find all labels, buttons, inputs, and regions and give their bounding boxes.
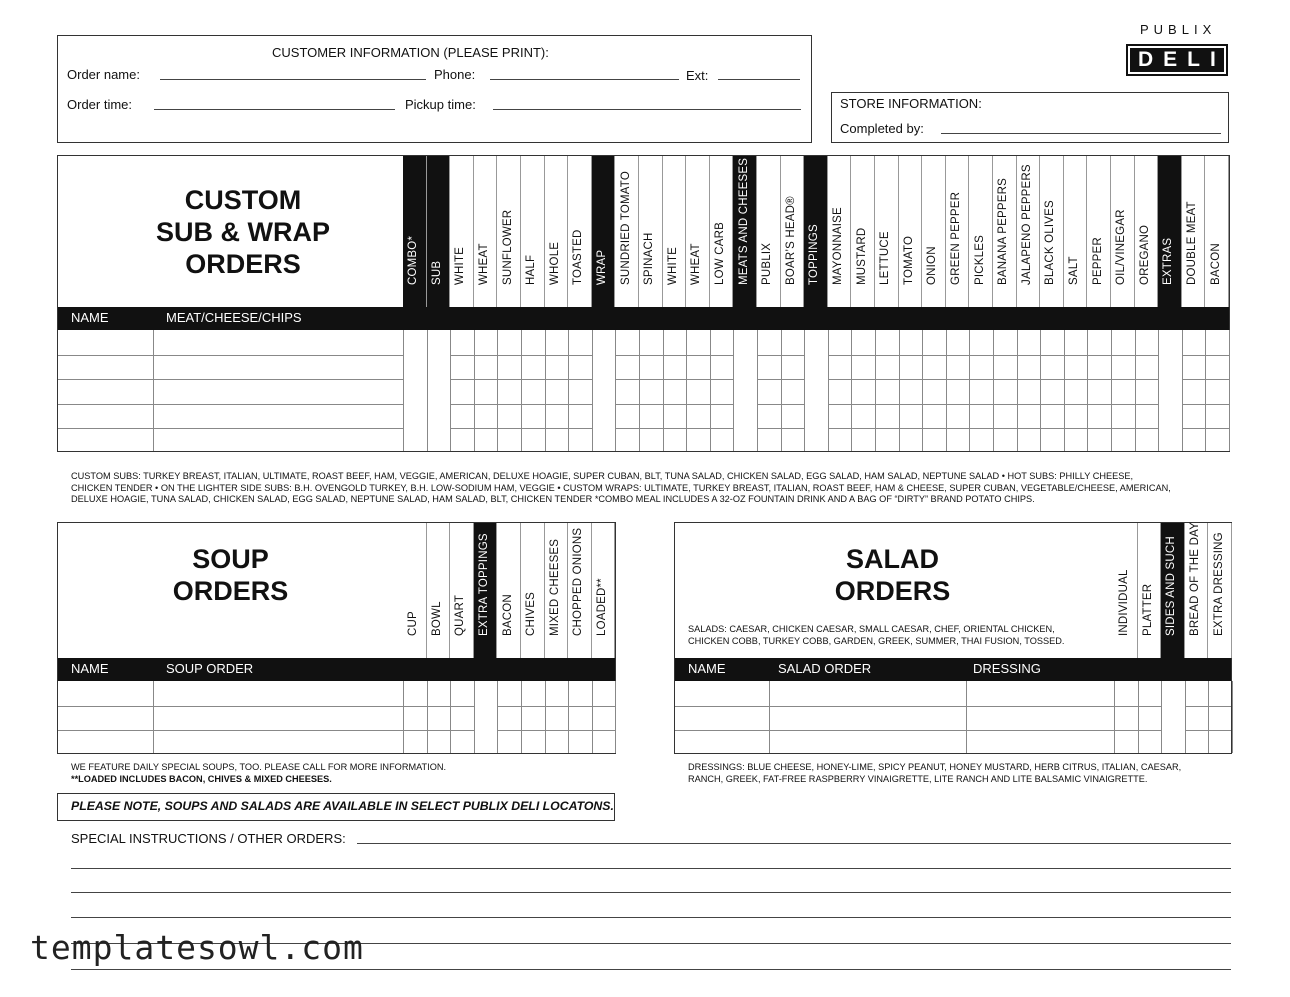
- grid-col-line: [427, 681, 428, 753]
- soup-note-line: **LOADED INCLUDES BACON, CHIVES & MIXED CHEESES.: [71, 773, 332, 784]
- customer-info-box: [57, 35, 812, 143]
- sub-col-header: [639, 156, 663, 307]
- grid-row-line: [675, 730, 1231, 731]
- store-info-title: STORE INFORMATION:: [840, 96, 982, 111]
- soup-header-columns: [403, 523, 615, 658]
- sub-col-label: DOUBLE MEAT: [1186, 201, 1199, 285]
- grid-col-line: [450, 681, 451, 753]
- sub-col-label: BACON: [1209, 243, 1222, 285]
- salad-col-header: [1208, 523, 1232, 658]
- sub-col-header: [851, 156, 875, 307]
- special-line[interactable]: [357, 843, 1231, 844]
- sub-col-label: EXTRAS: [1162, 237, 1175, 285]
- blank-column: [592, 330, 616, 451]
- store-info-box: [831, 92, 1229, 143]
- sub-col-header: [1205, 156, 1229, 307]
- grid-col-line: [568, 681, 569, 753]
- grid-col-line: [969, 330, 970, 451]
- soup-title-line: SOUP: [192, 544, 269, 574]
- grid-col-line: [1017, 330, 1018, 451]
- salad-col-label: SIDES AND SUCH: [1165, 536, 1178, 636]
- salad-col-label: BREAD OF THE DAY: [1189, 522, 1202, 636]
- special-line[interactable]: [71, 892, 1231, 893]
- watermark: templatesowl.com: [30, 928, 364, 967]
- grid-col-line: [1229, 330, 1230, 451]
- sub-col-header: [804, 156, 828, 307]
- grid-col-line: [450, 330, 451, 451]
- sub-entry-grid[interactable]: [58, 330, 1229, 451]
- sub-col-header: [899, 156, 923, 307]
- soup-col-header: [403, 523, 427, 658]
- grid-col-line: [781, 330, 782, 451]
- grid-col-line: [403, 330, 404, 451]
- salad-col-label: PLATTER: [1141, 583, 1154, 636]
- sub-col-label: PUBLIX: [761, 242, 774, 285]
- order-name-field[interactable]: [160, 79, 426, 80]
- grid-col-line: [545, 330, 546, 451]
- sub-col-label: MEATS AND CHEESES: [737, 157, 750, 285]
- blank-column: [733, 330, 757, 451]
- grid-row-line: [675, 706, 1231, 707]
- grid-col-line: [966, 681, 967, 753]
- grid-col-line: [828, 330, 829, 451]
- grid-col-line: [568, 330, 569, 451]
- order-time-label: Order time:: [67, 97, 133, 112]
- sub-col-label: SALT: [1068, 256, 1081, 285]
- availability-text: PLEASE NOTE, SOUPS AND SALADS ARE AVAILABLE IN SELECT PUBLIX DELI LOCATONS.: [71, 799, 614, 813]
- salad-order-col: SALAD ORDER: [778, 661, 872, 676]
- grid-col-line: [497, 330, 498, 451]
- sub-col-header: [710, 156, 734, 307]
- grid-col-line: [1114, 681, 1115, 753]
- salad-title: [775, 543, 1010, 607]
- soup-col-header: [497, 523, 521, 658]
- sub-col-header: [521, 156, 545, 307]
- soup-note: [71, 762, 446, 785]
- completed-by-label: Completed by:: [840, 121, 924, 136]
- grid-col-line: [1185, 681, 1186, 753]
- sub-col-label: BLACK OLIVES: [1044, 200, 1057, 285]
- sub-col-header: [663, 156, 687, 307]
- soup-col-label: BACON: [501, 594, 514, 636]
- sub-col-label: BOAR’S HEAD®: [784, 196, 797, 285]
- grid-col-line: [153, 681, 154, 753]
- sub-col-header: [733, 156, 757, 307]
- sub-col-label: OIL/VINEGAR: [1115, 209, 1128, 285]
- special-line[interactable]: [71, 868, 1231, 869]
- brand-logo-inner: DELI: [1130, 48, 1224, 72]
- dressing-note-line: RANCH, GREEK, FAT-FREE RASPBERRY VINAIGRETTE, LITE RANCH AND LITE BALSAMIC VINAIGRETTE.: [688, 773, 1148, 784]
- grid-col-line: [710, 330, 711, 451]
- grid-col-line: [497, 681, 498, 753]
- pickup-time-label: Pickup time:: [405, 97, 476, 112]
- dressing-note: [688, 762, 1181, 785]
- sub-col-label: COMBO*: [407, 235, 420, 285]
- sub-col-label: MUSTARD: [855, 227, 868, 285]
- grid-col-line: [1087, 330, 1088, 451]
- sub-title-line: CUSTOM: [184, 185, 302, 215]
- customer-info-title: CUSTOMER INFORMATION (PLEASE PRINT):: [272, 45, 549, 60]
- sub-col-header: [1064, 156, 1088, 307]
- grid-col-line: [1205, 330, 1206, 451]
- salad-col-label: INDIVIDUAL: [1118, 569, 1131, 636]
- sub-col-label: JALAPENO PEPPERS: [1020, 164, 1033, 285]
- blank-column: [1161, 681, 1185, 753]
- soup-col-header: [521, 523, 545, 658]
- sub-header-columns: [403, 156, 1229, 307]
- grid-col-line: [769, 681, 770, 753]
- grid-col-line: [663, 330, 664, 451]
- soup-col-label: CHOPPED ONIONS: [572, 527, 585, 636]
- brand-top: PUBLIX: [1140, 22, 1217, 37]
- soup-order-table: [57, 522, 616, 754]
- soup-entry-grid[interactable]: [58, 681, 615, 753]
- salad-col-header: [1114, 523, 1138, 658]
- sub-col-header: [1087, 156, 1111, 307]
- soup-col-label: EXTRA TOPPINGS: [478, 533, 491, 636]
- sub-col-label: WHITE: [454, 246, 467, 285]
- sub-col-label: WHOLE: [548, 241, 561, 285]
- sub-col-header: [1040, 156, 1064, 307]
- sub-col-label: ONION: [926, 246, 939, 285]
- grid-col-line: [875, 330, 876, 451]
- sub-col-header: [403, 156, 427, 307]
- soup-col-label: CHIVES: [525, 591, 538, 636]
- grid-row-line: [58, 355, 1229, 356]
- special-line[interactable]: [71, 917, 1231, 918]
- sub-col-label: SPINACH: [643, 232, 656, 285]
- soup-col-label: LOADED**: [596, 578, 609, 636]
- sub-col-label: TOASTED: [572, 229, 585, 285]
- sub-col-label: SUNDRIED TOMATO: [619, 171, 632, 285]
- sub-col-label: WHEAT: [478, 243, 491, 285]
- grid-col-line: [427, 330, 428, 451]
- grid-col-line: [474, 681, 475, 753]
- sub-col-label: PICKLES: [973, 235, 986, 285]
- dressing-note-line: DRESSINGS: BLUE CHEESE, HONEY-LIME, SPICY PEANUT, HONEY MUSTARD, HERB CITRUS, ITALIAN, CAESAR,: [688, 762, 1182, 772]
- grid-row-line: [58, 706, 615, 707]
- sub-col-label: LETTUCE: [879, 231, 892, 285]
- sub-col-label: OREGANO: [1138, 224, 1151, 285]
- grid-row-line: [58, 730, 615, 731]
- sub-order-table: [57, 155, 1230, 452]
- salad-name-col: NAME: [688, 661, 726, 676]
- grid-col-line: [1158, 330, 1159, 451]
- grid-col-line: [545, 681, 546, 753]
- sub-col-label: TOPPINGS: [808, 224, 821, 285]
- sub-col-header: [497, 156, 521, 307]
- grid-col-line: [615, 681, 616, 753]
- salad-list-line: CHICKEN COBB, TURKEY COBB, GARDEN, GREEK, SUMMER, THAI FUSION, TOSSED.: [688, 635, 1065, 646]
- salad-order-table: [674, 522, 1232, 754]
- grid-col-line: [946, 330, 947, 451]
- sub-col-label: MAYONNAISE: [832, 207, 845, 285]
- soup-note-line: WE FEATURE DAILY SPECIAL SOUPS, TOO. PLEASE CALL FOR MORE INFORMATION.: [71, 762, 447, 772]
- salad-col-header: [1161, 523, 1185, 658]
- grid-col-line: [153, 330, 154, 451]
- sub-col-header: [922, 156, 946, 307]
- sub-col-label: HALF: [525, 254, 538, 285]
- soup-col-label: QUART: [454, 594, 467, 636]
- sub-note-line: CHICKEN TENDER • ON THE LIGHTER SIDE SUBS: B.H. OVENGOLD TURKEY, B.H. LOW-SODIUM HAM, VEGGIE • CUSTOM WRAPS: ULTIMATE, TURKEY BREAST, ITALIAN, ROAST BEEF, HAM & CHEESE, SUPER CUBAN, VEGETABLE/CHEESE, AMERICAN,: [71, 482, 1171, 493]
- salad-header-columns: [1114, 523, 1231, 658]
- soup-title: [118, 543, 343, 607]
- salad-col-header: [1185, 523, 1209, 658]
- sub-col-label: PEPPER: [1091, 237, 1104, 285]
- grid-col-line: [757, 330, 758, 451]
- sub-col-header: [1182, 156, 1206, 307]
- special-line[interactable]: [71, 969, 1231, 970]
- grid-col-line: [922, 330, 923, 451]
- sub-col-header: [545, 156, 569, 307]
- salad-list: [688, 624, 1064, 647]
- phone-field[interactable]: [490, 79, 679, 80]
- salad-col-label: EXTRA DRESSING: [1212, 532, 1225, 636]
- sub-col-header: [1111, 156, 1135, 307]
- grid-row-line: [58, 379, 1229, 380]
- sub-col-header: [757, 156, 781, 307]
- soup-col-header: [592, 523, 616, 658]
- soup-name-col: NAME: [71, 661, 109, 676]
- sub-col-label: LOW CARB: [714, 222, 727, 285]
- sub-col-header: [1017, 156, 1041, 307]
- grid-col-line: [851, 330, 852, 451]
- salad-dressing-col: DRESSING: [973, 661, 1041, 676]
- grid-col-line: [899, 330, 900, 451]
- grid-col-line: [1232, 681, 1233, 753]
- grid-col-line: [993, 330, 994, 451]
- brand-logo: [1126, 44, 1228, 76]
- soup-col-header: [450, 523, 474, 658]
- completed-by-field[interactable]: [941, 133, 1221, 134]
- sub-col-header: [969, 156, 993, 307]
- grid-col-line: [474, 330, 475, 451]
- sub-col-header: [568, 156, 592, 307]
- grid-col-line: [1138, 681, 1139, 753]
- soup-col-label: CUP: [407, 611, 420, 636]
- grid-col-line: [639, 330, 640, 451]
- sub-col-label: GREEN PEPPER: [950, 191, 963, 285]
- sub-note-line: DELUXE HOAGIE, TUNA SALAD, CHICKEN SALAD, EGG SALAD, NEPTUNE SALAD, HAM SALAD, BLT, CHICKEN TENDER *COMBO MEAL INCLUDES A 32-OZ FOUNTAIN DRINK AND A BAG OF “DIRTY” BRAND POTATO CHIPS.: [71, 494, 1035, 504]
- sub-col-header: [450, 156, 474, 307]
- grid-col-line: [804, 330, 805, 451]
- sub-col-label: SUB: [430, 260, 443, 285]
- pickup-time-field[interactable]: [493, 109, 801, 110]
- soup-col-header: [545, 523, 569, 658]
- grid-col-line: [521, 681, 522, 753]
- soup-title-line: ORDERS: [172, 576, 289, 606]
- blank-column: [1158, 330, 1182, 451]
- ext-field[interactable]: [718, 79, 800, 80]
- blank-column: [804, 330, 828, 451]
- sub-meat-col: MEAT/CHEESE/CHIPS: [166, 310, 302, 325]
- sub-title: [118, 184, 368, 280]
- grid-col-line: [521, 330, 522, 451]
- sub-note: [71, 471, 1221, 506]
- sub-col-header: [427, 156, 451, 307]
- sub-col-header: [946, 156, 970, 307]
- phone-label: Phone:: [434, 67, 476, 82]
- soup-header-bar: [58, 658, 615, 681]
- soup-col-header: [427, 523, 451, 658]
- sub-col-label: WRAP: [596, 249, 609, 285]
- sub-title-line: SUB & WRAP: [156, 217, 330, 247]
- blank-column: [427, 330, 451, 451]
- sub-col-label: WHITE: [666, 246, 679, 285]
- order-name-label: Order name:: [67, 67, 140, 82]
- sub-title-line: ORDERS: [185, 249, 301, 279]
- sub-note-line: CUSTOM SUBS: TURKEY BREAST, ITALIAN, ULTIMATE, ROAST BEEF, HAM, VEGGIE, AMERICAN, DELUXE HOAGIE, SUPER CUBAN, BLT, TUNA SALAD, CHICKEN SALAD, EGG SALAD, HAM SALAD, NEPTUNE SALAD • HOT SUBS: PHILLY CHEESE,: [71, 471, 1134, 481]
- sub-col-header: [1158, 156, 1182, 307]
- salad-entry-grid[interactable]: [675, 681, 1231, 753]
- sub-col-header: [781, 156, 805, 307]
- soup-order-col: SOUP ORDER: [166, 661, 254, 676]
- salad-list-line: SALADS: CAESAR, CHICKEN CAESAR, SMALL CAESAR, CHEF, ORIENTAL CHICKEN,: [688, 624, 1055, 634]
- availability-note: [57, 793, 615, 821]
- grid-col-line: [615, 330, 616, 451]
- grid-col-line: [1135, 330, 1136, 451]
- blank-column: [403, 330, 427, 451]
- sub-col-label: BANANA PEPPERS: [997, 178, 1010, 285]
- soup-col-header: [474, 523, 498, 658]
- sub-name-col: NAME: [71, 310, 109, 325]
- sub-col-header: [875, 156, 899, 307]
- grid-col-line: [1111, 330, 1112, 451]
- sub-col-label: SUNFLOWER: [501, 209, 514, 285]
- sub-col-label: TOMATO: [902, 235, 915, 285]
- soup-col-label: MIXED CHEESES: [548, 538, 561, 636]
- sub-col-header: [1135, 156, 1159, 307]
- ext-label: Ext:: [686, 68, 709, 83]
- order-time-field[interactable]: [154, 109, 395, 110]
- salad-header-bar: [675, 658, 1231, 681]
- grid-col-line: [733, 330, 734, 451]
- grid-col-line: [1182, 330, 1183, 451]
- sub-col-header: [686, 156, 710, 307]
- salad-title-line: SALAD: [846, 544, 939, 574]
- grid-row-line: [58, 404, 1229, 405]
- grid-col-line: [1064, 330, 1065, 451]
- special-instructions-label: SPECIAL INSTRUCTIONS / OTHER ORDERS:: [71, 831, 346, 846]
- grid-row-line: [58, 428, 1229, 429]
- grid-col-line: [686, 330, 687, 451]
- soup-col-header: [568, 523, 592, 658]
- sub-col-header: [474, 156, 498, 307]
- grid-col-line: [592, 330, 593, 451]
- grid-col-line: [1040, 330, 1041, 451]
- sub-col-label: WHEAT: [690, 243, 703, 285]
- grid-col-line: [403, 681, 404, 753]
- grid-col-line: [1208, 681, 1209, 753]
- blank-column: [474, 681, 498, 753]
- sub-header-bar: [58, 307, 1229, 330]
- grid-col-line: [592, 681, 593, 753]
- sub-col-header: [993, 156, 1017, 307]
- salad-col-header: [1138, 523, 1162, 658]
- soup-col-label: BOWL: [430, 601, 443, 636]
- sub-col-header: [615, 156, 639, 307]
- sub-col-header: [592, 156, 616, 307]
- sub-col-header: [828, 156, 852, 307]
- grid-col-line: [1161, 681, 1162, 753]
- salad-title-line: ORDERS: [834, 576, 951, 606]
